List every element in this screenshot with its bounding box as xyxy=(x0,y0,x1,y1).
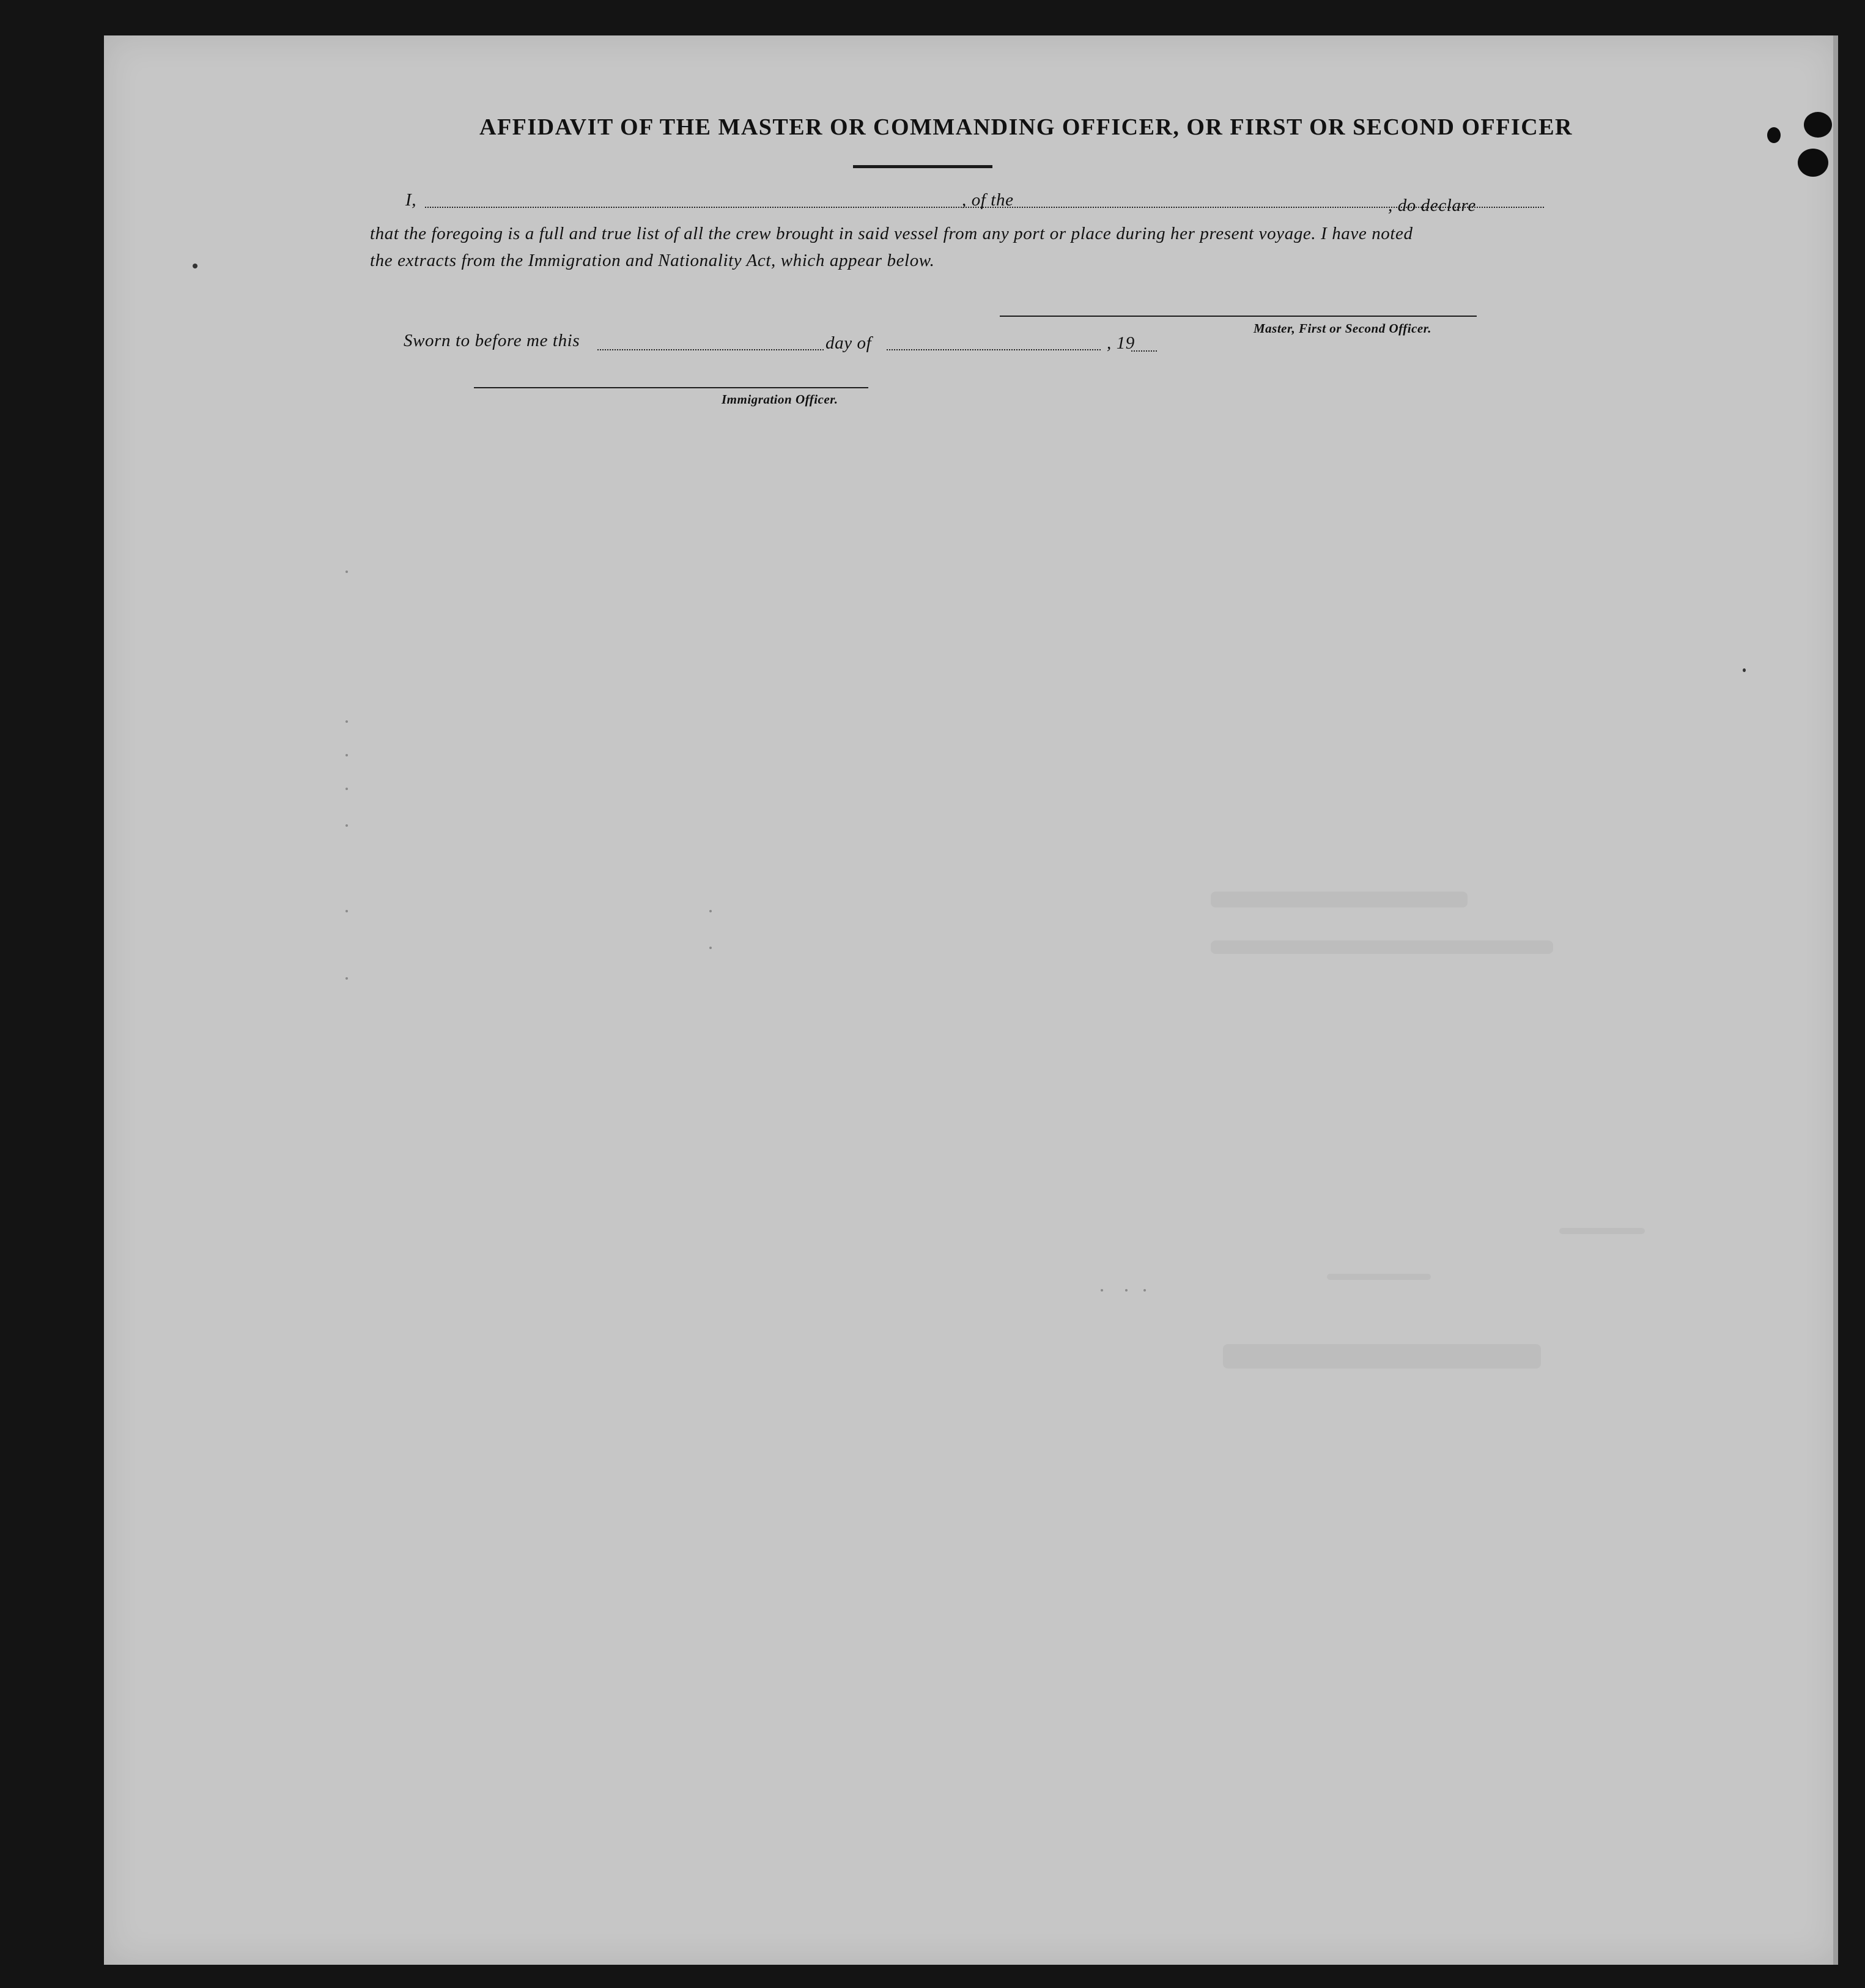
declaration-prefix: I, xyxy=(405,190,417,210)
speck xyxy=(345,720,348,723)
punch-hole xyxy=(1798,149,1828,177)
declaration-do-declare: , do declare xyxy=(1388,196,1476,215)
declaration-line-2: that the foregoing is a full and true list of all the crew brought in said vessel from any port or place during her present voyage. I have noted xyxy=(370,224,1413,243)
sworn-year-prefix: , 19 xyxy=(1107,333,1135,353)
document-page xyxy=(104,35,1838,1965)
name-blank-field[interactable] xyxy=(425,207,962,208)
master-signature-line[interactable] xyxy=(1000,316,1477,317)
sworn-day-of: day of xyxy=(825,333,872,353)
form-title: AFFIDAVIT OF THE MASTER OR COMMANDING OFFICER, OR FIRST OR SECOND OFFICER xyxy=(479,114,1573,140)
speck xyxy=(1101,1289,1103,1291)
declaration-line-3: the extracts from the Immigration and Nationality Act, which appear below. xyxy=(370,251,935,270)
speck xyxy=(709,947,712,949)
bleed-through-mark xyxy=(1327,1274,1431,1280)
page-edge xyxy=(1833,35,1838,1965)
officer-signature-line[interactable] xyxy=(474,387,868,388)
speck xyxy=(345,977,348,980)
speck xyxy=(709,910,712,912)
speck xyxy=(345,571,348,573)
bleed-through-mark xyxy=(1211,892,1468,907)
master-signature-caption: Master, First or Second Officer. xyxy=(1254,321,1431,336)
speck xyxy=(1143,1289,1146,1291)
speck xyxy=(345,910,348,912)
punch-hole xyxy=(1804,112,1832,138)
speck xyxy=(1743,668,1746,672)
sworn-day-blank-field[interactable] xyxy=(597,349,824,350)
speck xyxy=(345,788,348,790)
title-rule xyxy=(853,165,992,168)
sworn-prefix: Sworn to before me this xyxy=(404,331,580,350)
speck xyxy=(345,824,348,827)
punch-hole xyxy=(1767,127,1781,143)
officer-signature-caption: Immigration Officer. xyxy=(722,392,838,407)
declaration-of-the: , of the xyxy=(962,190,1014,210)
sworn-year-blank-field[interactable] xyxy=(1131,350,1157,352)
bleed-through-mark xyxy=(1211,940,1553,954)
speck xyxy=(1125,1289,1128,1291)
bleed-through-mark xyxy=(1223,1344,1541,1369)
speck xyxy=(193,264,198,268)
speck xyxy=(345,754,348,756)
sworn-month-blank-field[interactable] xyxy=(887,349,1101,350)
bleed-through-mark xyxy=(1559,1228,1645,1234)
